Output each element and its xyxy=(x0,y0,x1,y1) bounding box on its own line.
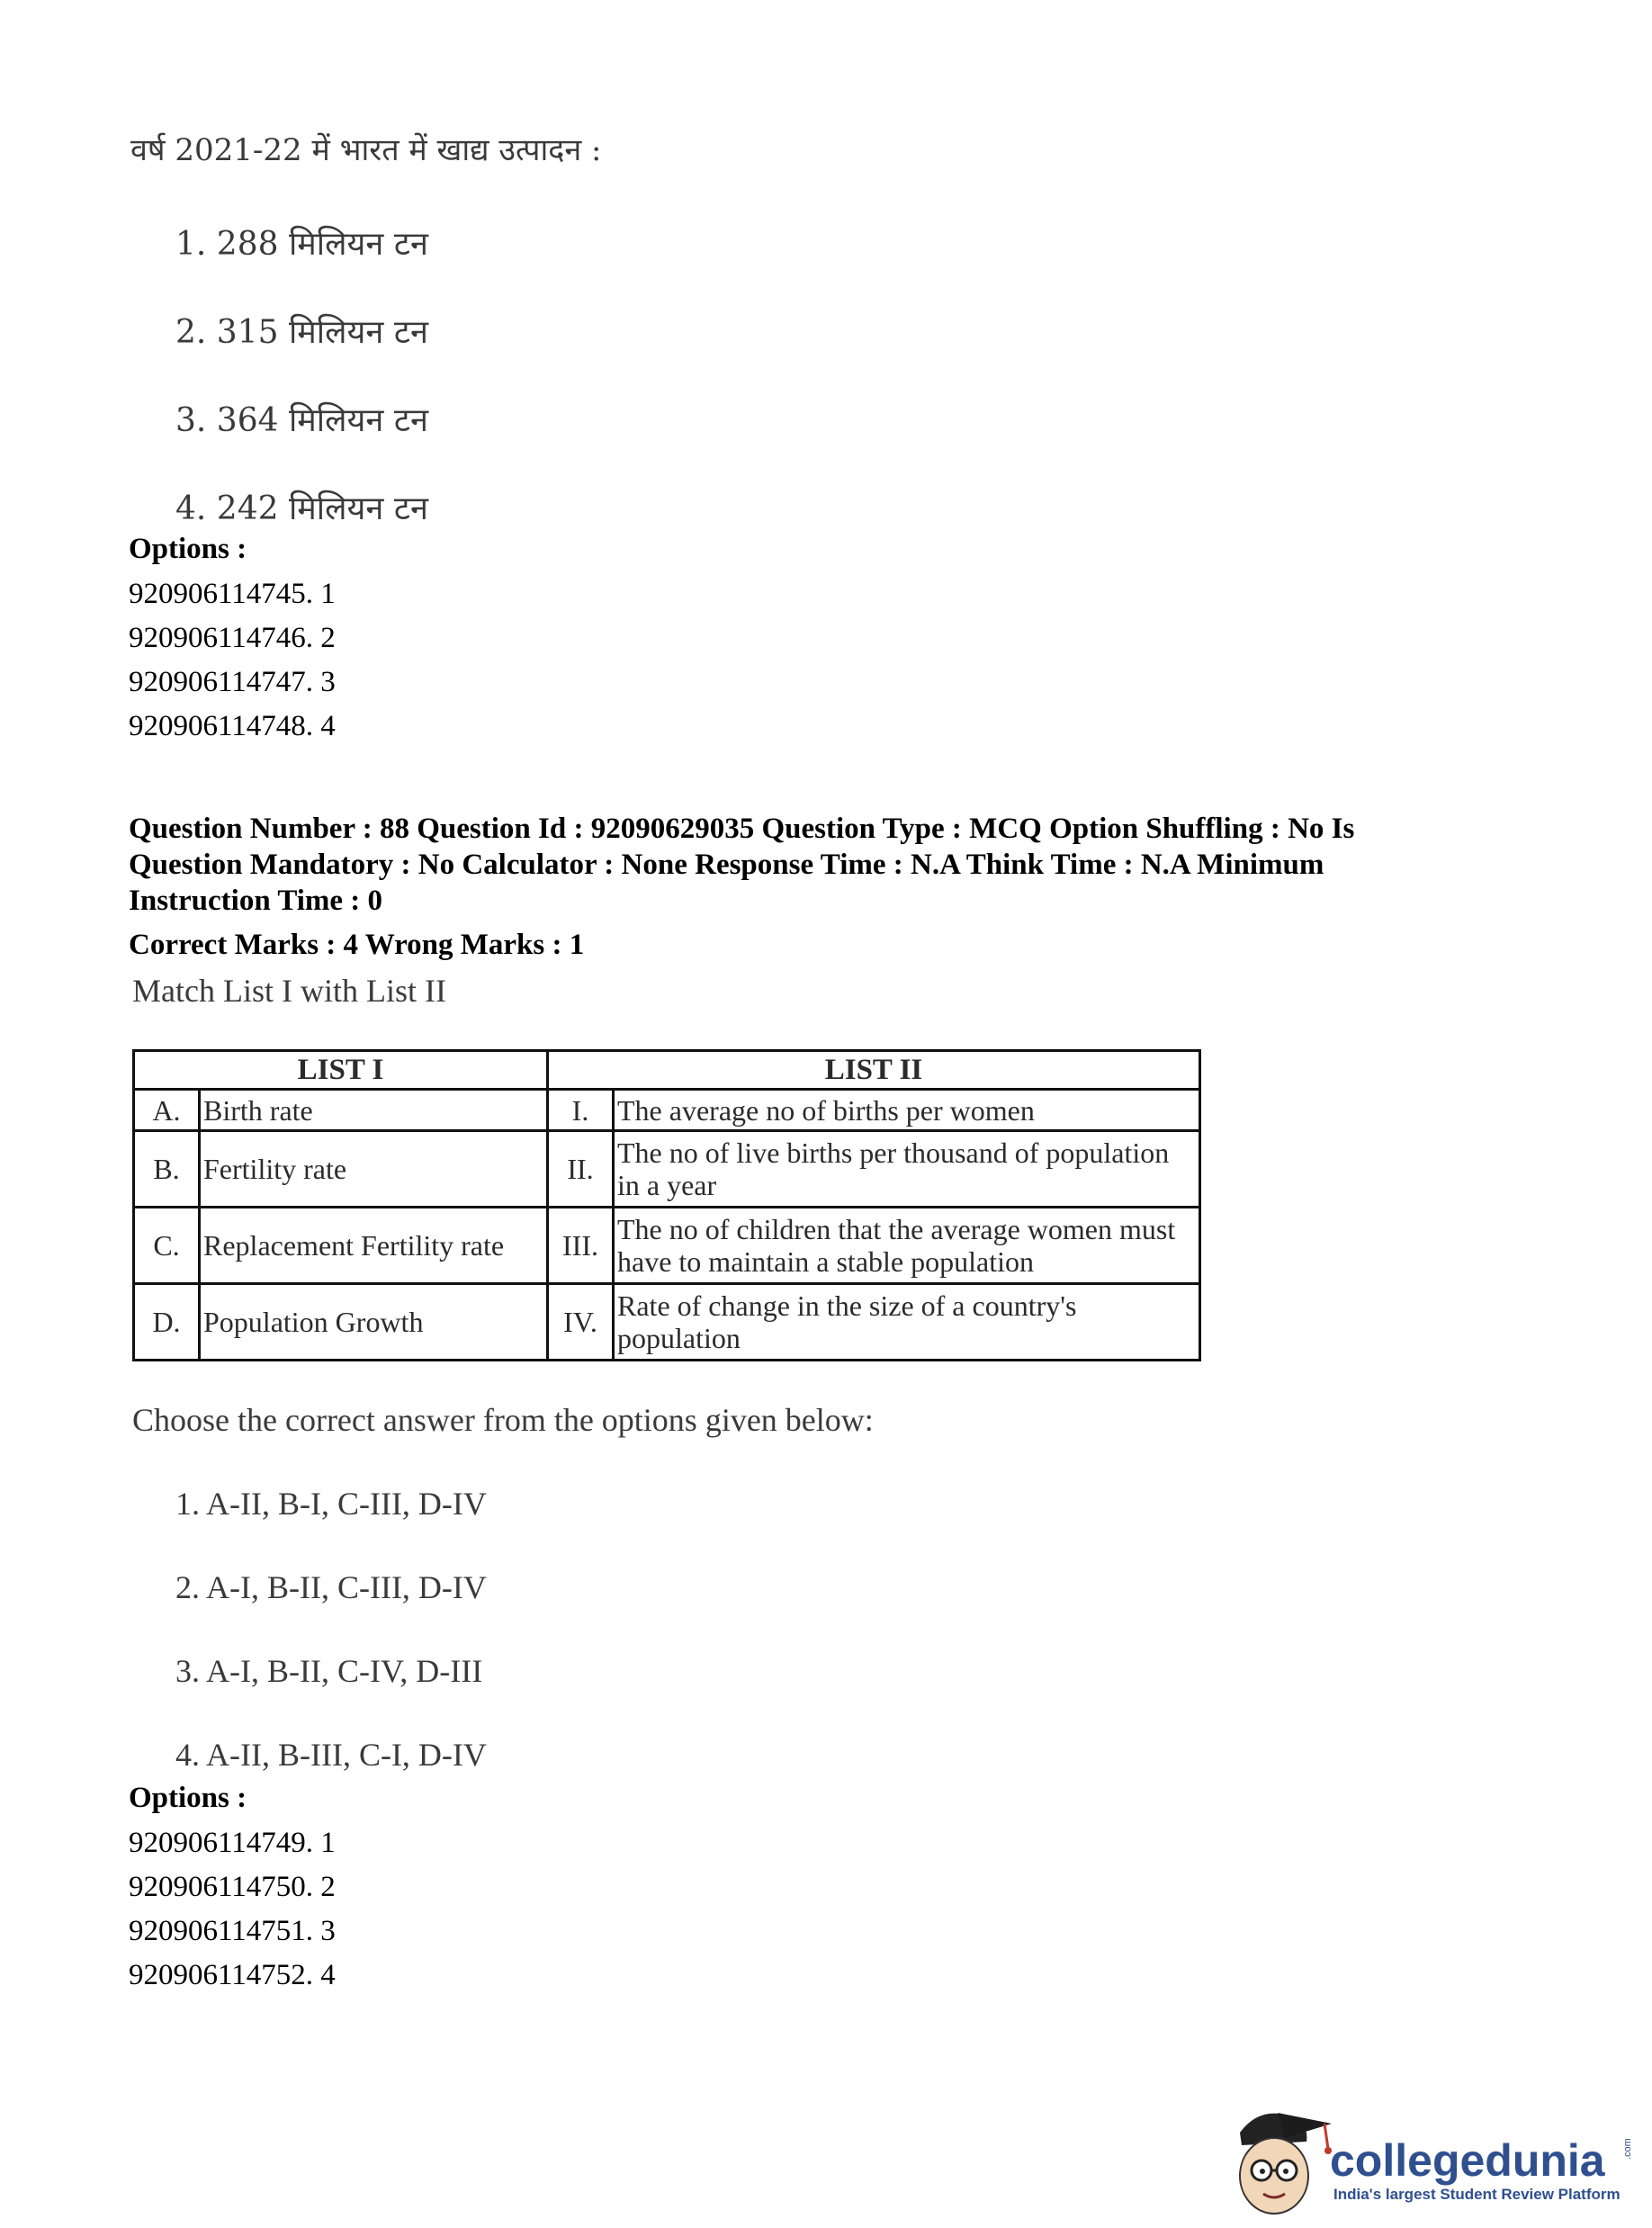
q88-option-3: 920906114751. 3 xyxy=(129,1915,336,1947)
q88-instruction: Choose the correct answer from the options given below: xyxy=(132,1402,874,1438)
q88-choice-2: 2. A-I, B-II, C-III, D-IV xyxy=(175,1569,487,1605)
list2-desc: The no of children that the average women must have to maintain a stable population xyxy=(614,1208,1200,1284)
table-row xyxy=(134,1090,1200,1131)
list2-desc: The average no of births per women xyxy=(614,1090,1200,1131)
row-label: D. xyxy=(134,1284,200,1361)
collegedunia-logo xyxy=(1224,2106,1647,2218)
list1-item: Replacement Fertility rate xyxy=(200,1208,548,1284)
row-label: A. xyxy=(134,1090,200,1131)
collegedunia-watermark xyxy=(1224,2106,1647,2218)
q88-option-4: 920906114752. 4 xyxy=(129,1959,336,1991)
q88-meta-line-3: Instruction Time : 0 xyxy=(129,885,383,917)
q88-meta-line-2: Question Mandatory : No Calculator : None Response Time : N.A Think Time : N.A Minimum xyxy=(129,849,1324,881)
match-table-header xyxy=(134,1051,1200,1090)
list1-item: Fertility rate xyxy=(200,1131,548,1208)
list2-desc: Rate of change in the size of a country's population xyxy=(614,1284,1200,1361)
q87-options-heading: Options : xyxy=(129,533,247,565)
q87-question: वर्ष 2021-22 में भारत में खाद्य उत्पादन : xyxy=(130,132,602,168)
q87-option-2: 920906114746. 2 xyxy=(129,622,336,654)
q87-choice-4: 4. 242 मिलियन टन xyxy=(175,490,428,527)
q87-choice-1: 1. 288 मिलियन टन xyxy=(175,226,428,263)
q88-option-1: 920906114749. 1 xyxy=(129,1827,336,1859)
q88-choice-1: 1. A-II, B-I, C-III, D-IV xyxy=(175,1486,487,1522)
table-row xyxy=(134,1131,1200,1208)
list1-item: Birth rate xyxy=(200,1090,548,1131)
q87-option-1: 920906114745. 1 xyxy=(129,578,336,610)
brand-name: collegedunia xyxy=(1330,2135,1605,2186)
q88-option-2: 920906114750. 2 xyxy=(129,1871,336,1903)
row-roman: IV. xyxy=(548,1284,614,1361)
header-list-2: LIST II xyxy=(548,1051,1200,1090)
row-roman: I. xyxy=(548,1090,614,1131)
q88-choice-3: 3. A-I, B-II, C-IV, D-III xyxy=(175,1653,483,1689)
q87-choice-2: 2. 315 मिलियन टन xyxy=(175,314,428,351)
row-roman: II. xyxy=(548,1131,614,1208)
q87-option-3: 920906114747. 3 xyxy=(129,666,336,698)
q88-prompt: Match List I with List II xyxy=(132,973,446,1009)
q88-marks: Correct Marks : 4 Wrong Marks : 1 xyxy=(129,929,585,961)
row-label: B. xyxy=(134,1131,200,1208)
table-row xyxy=(134,1284,1200,1361)
row-roman: III. xyxy=(548,1208,614,1284)
brand-com: .com xyxy=(1622,2138,1633,2160)
q88-choice-4: 4. A-II, B-III, C-I, D-IV xyxy=(175,1737,487,1773)
q88-options-heading: Options : xyxy=(129,1782,247,1814)
table-row xyxy=(134,1208,1200,1284)
list1-item: Population Growth xyxy=(200,1284,548,1361)
match-table xyxy=(132,1049,1201,1361)
row-label: C. xyxy=(134,1208,200,1284)
brand-tagline: India's largest Student Review Platform xyxy=(1333,2186,1621,2203)
header-list-1: LIST I xyxy=(134,1051,548,1090)
q87-choice-3: 3. 364 मिलियन टन xyxy=(175,402,428,439)
q87-option-4: 920906114748. 4 xyxy=(129,710,336,742)
mascot-icon xyxy=(1240,2113,1332,2214)
q88-meta-line-1: Question Number : 88 Question Id : 92090629035 Question Type : MCQ Option Shuffling : No Is xyxy=(129,813,1355,845)
list2-desc: The no of live births per thousand of population in a year xyxy=(614,1131,1200,1208)
